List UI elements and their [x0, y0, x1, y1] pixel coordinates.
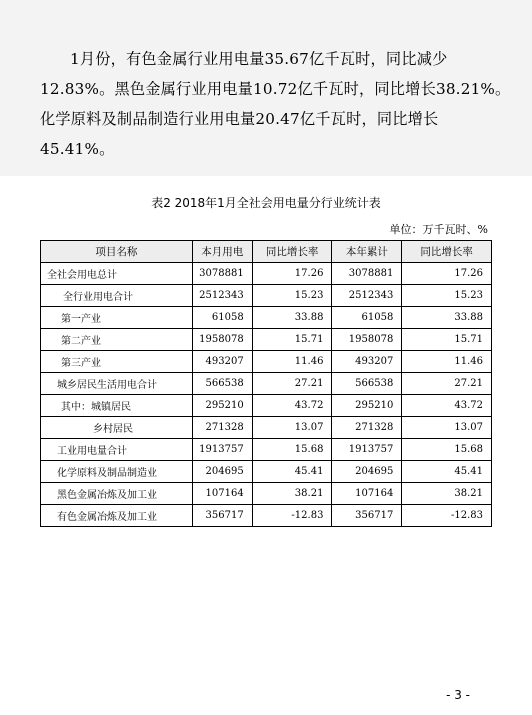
table-unit-note: 单位：万千瓦时、%: [389, 223, 488, 236]
month-yoy: 45.41: [252, 461, 332, 483]
table-row: [41, 329, 492, 351]
month-value: 3078881: [192, 263, 252, 285]
month-yoy: 11.46: [252, 351, 332, 373]
month-value: 271328: [192, 417, 252, 439]
column-header: 同比增长率: [252, 241, 332, 263]
ytd-yoy: 27.21: [402, 373, 492, 395]
ytd-value: 493207: [332, 351, 402, 373]
table-title: 表2 2018年1月全社会用电量分行业统计表: [151, 196, 381, 210]
paragraph-line: 化学原料及制品制造行业用电量20.47亿千瓦时，同比增长: [40, 110, 439, 128]
ytd-yoy: -12.83: [402, 505, 492, 527]
row-name: 工业用电量合计: [41, 439, 193, 461]
row-name: 第三产业: [41, 351, 193, 373]
row-name: 全社会用电总计: [41, 263, 193, 285]
ytd-yoy: 38.21: [402, 483, 492, 505]
row-name: 第二产业: [41, 329, 193, 351]
ytd-yoy: 15.71: [402, 329, 492, 351]
ytd-value: 107164: [332, 483, 402, 505]
ytd-yoy: 15.23: [402, 285, 492, 307]
row-name: 城乡居民生活用电合计: [41, 373, 193, 395]
month-value: 61058: [192, 307, 252, 329]
row-name: 全行业用电合计: [41, 285, 193, 307]
month-value: 1958078: [192, 329, 252, 351]
ytd-value: 61058: [332, 307, 402, 329]
month-yoy: 15.68: [252, 439, 332, 461]
table-row: [41, 351, 492, 373]
table-header-row: [41, 241, 492, 263]
month-yoy: 33.88: [252, 307, 332, 329]
table-row: [41, 373, 492, 395]
row-name: 其中：城镇居民: [41, 395, 193, 417]
month-yoy: 15.71: [252, 329, 332, 351]
ytd-value: 2512343: [332, 285, 402, 307]
month-value: 493207: [192, 351, 252, 373]
month-value: 356717: [192, 505, 252, 527]
table-row: [41, 307, 492, 329]
table-row: [41, 395, 492, 417]
electricity-statistics-table: [40, 240, 492, 527]
column-header: 本月用电: [192, 241, 252, 263]
ytd-yoy: 33.88: [402, 307, 492, 329]
month-value: 2512343: [192, 285, 252, 307]
column-header: 项目名称: [41, 241, 193, 263]
table-row: [41, 461, 492, 483]
table-row: [41, 439, 492, 461]
month-yoy: -12.83: [252, 505, 332, 527]
ytd-yoy: 15.68: [402, 439, 492, 461]
month-yoy: 13.07: [252, 417, 332, 439]
row-name: 化学原料及制品制造业: [41, 461, 193, 483]
table-row: [41, 417, 492, 439]
column-header: 同比增长率: [402, 241, 492, 263]
month-yoy: 17.26: [252, 263, 332, 285]
ytd-yoy: 45.41: [402, 461, 492, 483]
ytd-value: 295210: [332, 395, 402, 417]
ytd-yoy: 43.72: [402, 395, 492, 417]
month-yoy: 15.23: [252, 285, 332, 307]
table-row: [41, 285, 492, 307]
ytd-value: 271328: [332, 417, 402, 439]
month-value: 566538: [192, 373, 252, 395]
column-header: 本年累计: [332, 241, 402, 263]
ytd-value: 3078881: [332, 263, 402, 285]
ytd-yoy: 11.46: [402, 351, 492, 373]
table-row: [41, 483, 492, 505]
month-value: 204695: [192, 461, 252, 483]
paragraph-line: 12.83%。黑色金属行业用电量10.72亿千瓦时，同比增长38.21%。: [40, 80, 511, 98]
month-yoy: 38.21: [252, 483, 332, 505]
ytd-value: 566538: [332, 373, 402, 395]
table-row: [41, 505, 492, 527]
ytd-value: 204695: [332, 461, 402, 483]
month-yoy: 27.21: [252, 373, 332, 395]
ytd-yoy: 17.26: [402, 263, 492, 285]
month-value: 1913757: [192, 439, 252, 461]
ytd-value: 1958078: [332, 329, 402, 351]
row-name: 第一产业: [41, 307, 193, 329]
month-yoy: 43.72: [252, 395, 332, 417]
page-number: - 3 -: [446, 688, 470, 702]
ytd-value: 356717: [332, 505, 402, 527]
ytd-value: 1913757: [332, 439, 402, 461]
ytd-yoy: 13.07: [402, 417, 492, 439]
table-row: [41, 263, 492, 285]
paragraph-line: 1月份，有色金属行业用电量35.67亿千瓦时，同比减少: [70, 50, 448, 68]
body-paragraph: [40, 44, 511, 164]
paragraph-line: 45.41%。: [40, 140, 115, 158]
month-value: 107164: [192, 483, 252, 505]
month-value: 295210: [192, 395, 252, 417]
row-name: 有色金属冶炼及加工业: [41, 505, 193, 527]
row-name: 乡村居民: [41, 417, 193, 439]
row-name: 黑色金属冶炼及加工业: [41, 483, 193, 505]
